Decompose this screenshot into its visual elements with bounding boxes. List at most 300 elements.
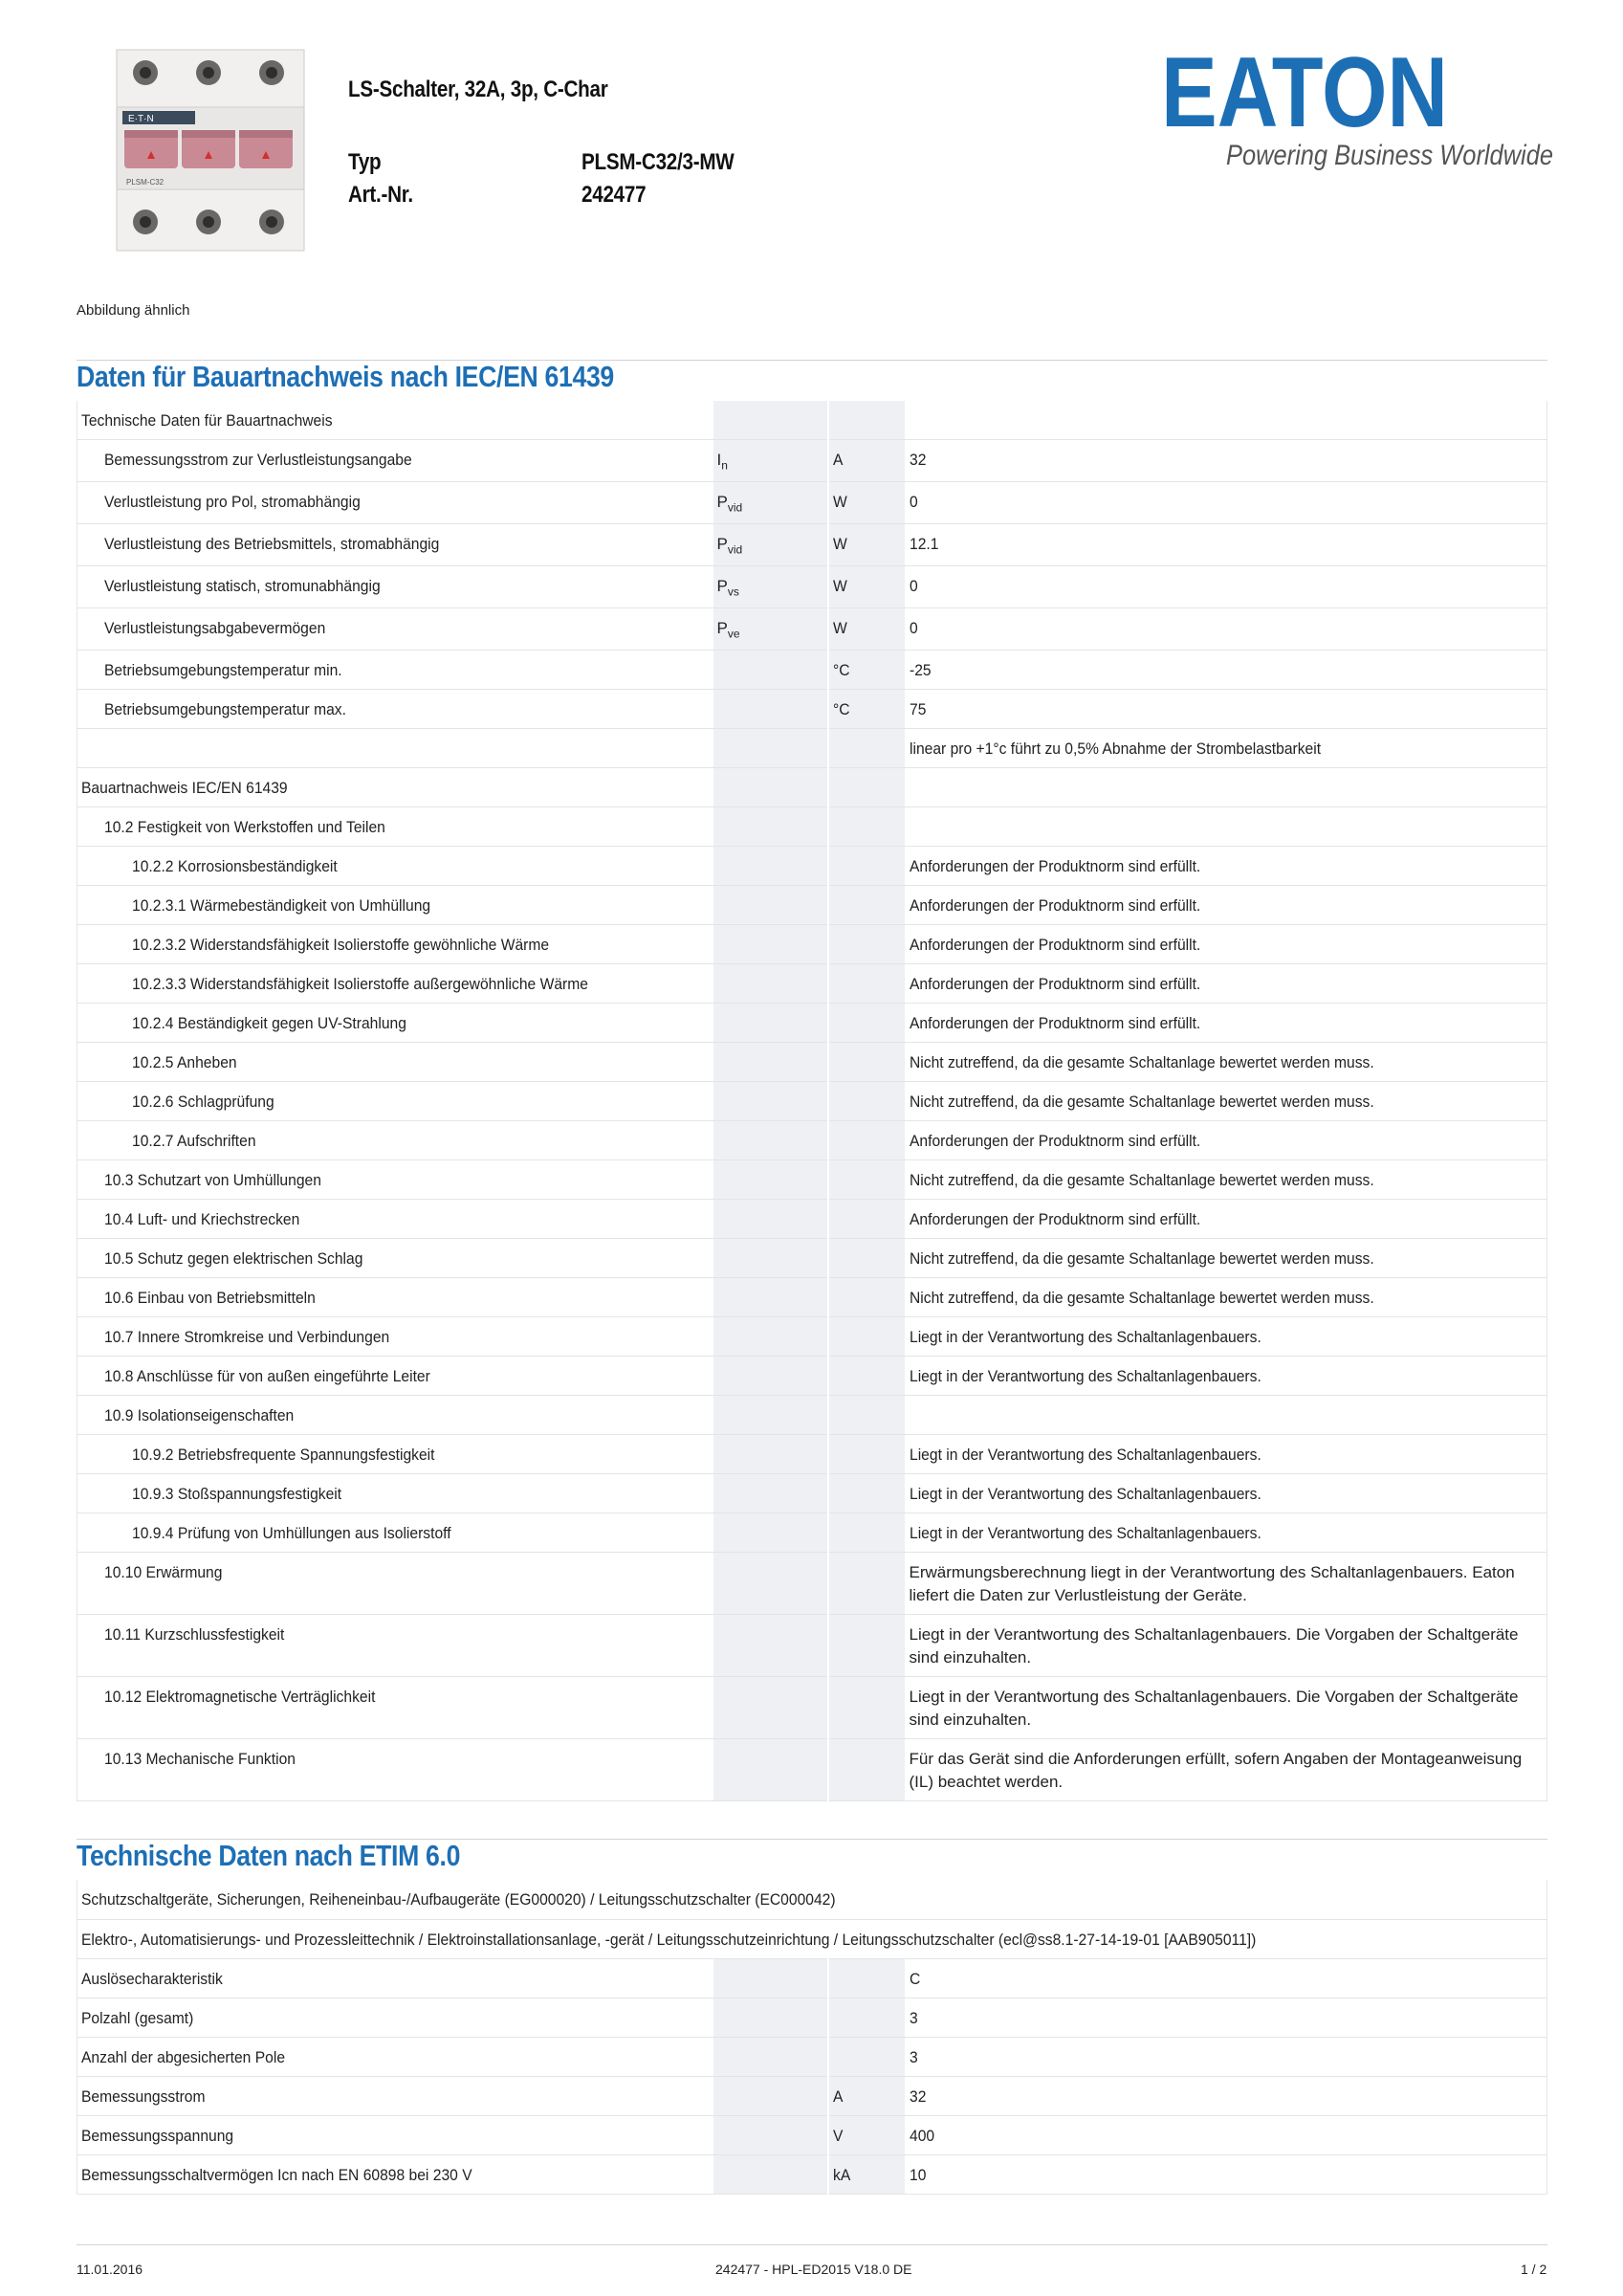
logo-wordmark: EATON (1161, 37, 1448, 148)
check-value (905, 1512, 1547, 1552)
check-row (77, 963, 1547, 1003)
etim-unit-text: kA (832, 2165, 850, 2184)
empty-cell (713, 2076, 828, 2115)
empty-cell (828, 1159, 905, 1199)
etim-label-text: Auslösecharakteristik (81, 1969, 223, 1988)
check-row (77, 846, 1547, 885)
param-row (77, 565, 1547, 607)
empty-cell (828, 1473, 905, 1512)
empty-cell (828, 1434, 905, 1473)
classification-row (77, 1880, 1547, 1919)
check-value-text: Liegt in der Verantwortung des Schaltanlagenbauers. (909, 1484, 1261, 1503)
param-row (77, 607, 1547, 650)
param-value (905, 607, 1547, 650)
table-group-row (77, 767, 1547, 806)
param-label (77, 523, 713, 565)
param-row (77, 439, 1547, 481)
param-unit (828, 565, 905, 607)
etim-row (77, 1958, 1547, 1998)
empty-cell (713, 1277, 828, 1316)
check-value (905, 806, 1547, 846)
param-symbol-text: P (716, 534, 728, 553)
check-label (77, 1356, 713, 1395)
check-label-text: 10.2 Festigkeit von Werkstoffen und Teilen (104, 817, 385, 836)
check-row (77, 1120, 1547, 1159)
etim-row (77, 2115, 1547, 2154)
empty-cell (828, 846, 905, 885)
empty-cell (828, 885, 905, 924)
check-label (77, 1277, 713, 1316)
param-unit (828, 523, 905, 565)
check-label-text: 10.2.4 Beständigkeit gegen UV-Strahlung (132, 1013, 406, 1032)
typ-value: PLSM-C32/3-MW (581, 149, 735, 175)
param-unit-text: W (832, 576, 847, 595)
check-row (77, 1277, 1547, 1316)
check-row (77, 1434, 1547, 1473)
etim-label-text: Polzahl (gesamt) (81, 2008, 194, 2027)
check-row (77, 1159, 1547, 1199)
check-value-text: Liegt in der Verantwortung des Schaltanlagenbauers. (909, 1327, 1261, 1346)
empty-cell (713, 1081, 828, 1120)
product-title: LS-Schalter, 32A, 3p, C-Char (348, 77, 608, 102)
empty-cell (828, 1081, 905, 1120)
check-value (905, 1614, 1547, 1676)
etim-label (77, 2115, 713, 2154)
classification-text (77, 1880, 1547, 1919)
etim-value-text: C (909, 1969, 920, 1988)
check-value-text: Nicht zutreffend, da die gesamte Schaltanlage bewertet werden muss. (909, 1248, 1374, 1268)
etim-label-text: Anzahl der abgesicherten Pole (81, 2047, 286, 2066)
empty-cell (828, 1395, 905, 1434)
empty-cell (713, 1003, 828, 1042)
param-symbol-text: P (716, 576, 728, 595)
check-value (905, 885, 1547, 924)
empty-cell (713, 1614, 828, 1676)
note-row (77, 728, 1547, 767)
empty-cell (713, 1552, 828, 1614)
param-value-text: 0 (909, 576, 918, 595)
check-label-text: 10.2.6 Schlagprüfung (132, 1092, 274, 1111)
temp-note (905, 728, 1547, 767)
check-value-text: Anforderungen der Produktnorm sind erfüllt. (909, 1013, 1200, 1032)
check-value (905, 1434, 1547, 1473)
param-label-text: Verlustleistungsabgabevermögen (104, 618, 326, 637)
param-label-text: Verlustleistung pro Pol, stromabhängig (104, 492, 361, 511)
check-value (905, 1081, 1547, 1120)
empty-cell (713, 1512, 828, 1552)
etim-value (905, 1958, 1547, 1998)
check-value (905, 1042, 1547, 1081)
check-label (77, 924, 713, 963)
param-value-text: 0 (909, 492, 918, 511)
footer-doc-id: 242477 - HPL-ED2015 V18.0 DE (715, 2262, 912, 2277)
etim-unit (828, 2076, 905, 2115)
check-label (77, 1676, 713, 1738)
param-symbol-text: I (716, 450, 722, 469)
group-label (77, 767, 713, 806)
empty-cell (828, 1738, 905, 1800)
param-label (77, 607, 713, 650)
param-label (77, 439, 713, 481)
param-symbol-subscript: vs (727, 584, 739, 598)
check-label (77, 1512, 713, 1552)
empty-cell (713, 963, 828, 1003)
empty-cell (828, 1356, 905, 1395)
check-label (77, 1159, 713, 1199)
check-value-text: Für das Gerät sind die Anforderungen erfüllt, sofern Angaben der Montageanweisung (IL) beachtet werden. (909, 1749, 1523, 1791)
check-row (77, 885, 1547, 924)
empty-cell (828, 1199, 905, 1238)
check-label (77, 885, 713, 924)
param-label (77, 689, 713, 728)
param-row (77, 689, 1547, 728)
check-row (77, 1614, 1547, 1676)
check-label-text: 10.9.4 Prüfung von Umhüllungen aus Isolierstoff (132, 1523, 451, 1542)
etim-label (77, 2154, 713, 2194)
etim-value (905, 2115, 1547, 2154)
param-unit-text: W (832, 492, 847, 511)
check-label (77, 1434, 713, 1473)
empty-cell (828, 1512, 905, 1552)
typ-label: Typ (348, 149, 382, 175)
empty-cell (713, 1238, 828, 1277)
param-value (905, 481, 1547, 523)
check-value (905, 1199, 1547, 1238)
check-row (77, 806, 1547, 846)
check-value-text: Liegt in der Verantwortung des Schaltanlagenbauers. Die Vorgaben der Schaltgeräte sind einzuhalten. (909, 1687, 1519, 1729)
check-label (77, 1738, 713, 1800)
param-label-text: Bemessungsstrom zur Verlustleistungsangabe (104, 450, 412, 469)
check-value-text: Anforderungen der Produktnorm sind erfüllt. (909, 935, 1200, 954)
check-label-text: 10.2.3.2 Widerstandsfähigkeit Isolierstoffe gewöhnliche Wärme (132, 935, 550, 954)
empty-cell (713, 806, 828, 846)
param-unit (828, 650, 905, 689)
check-label (77, 1199, 713, 1238)
param-symbol (713, 439, 828, 481)
check-value-text: Anforderungen der Produktnorm sind erfüllt. (909, 856, 1200, 875)
etim-unit (828, 1958, 905, 1998)
device-model-label: PLSM-C32 (126, 178, 164, 187)
etim-unit (828, 1998, 905, 2037)
section-title-bauartnachweis: Daten für Bauartnachweis nach IEC/EN 61439 (77, 360, 614, 393)
param-symbol (713, 607, 828, 650)
param-symbol-subscript: ve (727, 626, 740, 640)
empty-cell (713, 1042, 828, 1081)
check-value (905, 1120, 1547, 1159)
param-row (77, 481, 1547, 523)
etim-value-text: 3 (909, 2047, 918, 2066)
check-label (77, 1316, 713, 1356)
group-label-text: Bauartnachweis IEC/EN 61439 (81, 778, 288, 797)
artnr-label: Art.-Nr. (348, 182, 413, 208)
check-label (77, 1238, 713, 1277)
empty-cell (713, 1998, 828, 2037)
empty-cell (713, 767, 828, 806)
section-title-etim: Technische Daten nach ETIM 6.0 (77, 1839, 461, 1872)
check-label (77, 806, 713, 846)
check-value (905, 1356, 1547, 1395)
param-unit (828, 481, 905, 523)
classification-row (77, 1919, 1547, 1958)
empty-cell (713, 1434, 828, 1473)
param-value-text: 12.1 (909, 534, 938, 553)
etim-label (77, 1998, 713, 2037)
check-value-text: Erwärmungsberechnung liegt in der Verantwortung des Schaltanlagenbauers. Eaton liefert die Daten zur Verlustleistung der Geräte. (909, 1562, 1515, 1604)
etim-unit-text: A (832, 2086, 843, 2106)
check-value (905, 963, 1547, 1003)
empty-cell (828, 728, 905, 767)
param-symbol (713, 565, 828, 607)
check-label-text: 10.9.2 Betriebsfrequente Spannungsfestigkeit (132, 1445, 435, 1464)
param-label-text: Betriebsumgebungstemperatur max. (104, 699, 346, 718)
etim-label-text: Bemessungsschaltvermögen Icn nach EN 60898 bei 230 V (81, 2165, 472, 2184)
param-row (77, 523, 1547, 565)
check-row (77, 924, 1547, 963)
param-value (905, 523, 1547, 565)
empty-cell (713, 401, 828, 439)
empty-cell (828, 963, 905, 1003)
etim-unit (828, 2115, 905, 2154)
param-value (905, 565, 1547, 607)
check-value (905, 1395, 1547, 1434)
check-value (905, 1552, 1547, 1614)
param-label-text: Verlustleistung des Betriebsmittels, stromabhängig (104, 534, 440, 553)
empty-cell (828, 1614, 905, 1676)
empty-cell (828, 1120, 905, 1159)
empty-cell (828, 1316, 905, 1356)
etim-unit (828, 2154, 905, 2194)
check-value-text: Liegt in der Verantwortung des Schaltanlagenbauers. (909, 1366, 1261, 1385)
empty-cell (713, 1199, 828, 1238)
empty-cell (828, 1277, 905, 1316)
check-label-text: 10.11 Kurzschlussfestigkeit (104, 1624, 285, 1644)
empty-cell (713, 1676, 828, 1738)
check-value (905, 1277, 1547, 1316)
empty-cell (828, 767, 905, 806)
empty-cell (905, 767, 1547, 806)
empty-cell (713, 1395, 828, 1434)
check-label (77, 1120, 713, 1159)
empty-cell (77, 728, 713, 767)
check-value (905, 924, 1547, 963)
check-value (905, 1238, 1547, 1277)
check-label (77, 846, 713, 885)
check-label-text: 10.3 Schutzart von Umhüllungen (104, 1170, 321, 1189)
param-unit (828, 607, 905, 650)
param-value (905, 439, 1547, 481)
check-label-text: 10.10 Erwärmung (104, 1562, 223, 1581)
etim-label (77, 1958, 713, 1998)
check-label-text: 10.4 Luft- und Kriechstrecken (104, 1209, 300, 1228)
param-unit-text: A (832, 450, 843, 469)
empty-cell (713, 728, 828, 767)
param-label (77, 650, 713, 689)
footer-rule (77, 2244, 1547, 2245)
check-label-text: 10.9.3 Stoßspannungsfestigkeit (132, 1484, 342, 1503)
check-label-text: 10.13 Mechanische Funktion (104, 1749, 296, 1768)
check-row (77, 1395, 1547, 1434)
check-label (77, 1552, 713, 1614)
param-label-text: Betriebsumgebungstemperatur min. (104, 660, 342, 679)
etim-row (77, 2076, 1547, 2115)
param-value-text: 0 (909, 618, 918, 637)
empty-cell (713, 2115, 828, 2154)
check-label (77, 1395, 713, 1434)
check-label-text: 10.2.3.3 Widerstandsfähigkeit Isolierstoffe außergewöhnliche Wärme (132, 974, 588, 993)
check-label-text: 10.2.2 Korrosionsbeständigkeit (132, 856, 338, 875)
etim-value (905, 1998, 1547, 2037)
etim-value (905, 2076, 1547, 2115)
empty-cell (905, 401, 1547, 439)
param-row (77, 650, 1547, 689)
empty-cell (828, 1238, 905, 1277)
param-symbol-subscript: vid (727, 499, 743, 514)
check-label-text: 10.12 Elektromagnetische Verträglichkeit (104, 1687, 376, 1706)
check-value-text: Liegt in der Verantwortung des Schaltanlagenbauers. (909, 1445, 1261, 1464)
image-caption: Abbildung ähnlich (77, 302, 190, 319)
empty-cell (828, 1552, 905, 1614)
check-label-text: 10.6 Einbau von Betriebsmitteln (104, 1288, 316, 1307)
empty-cell (713, 846, 828, 885)
empty-cell (713, 1473, 828, 1512)
artnr-value: 242477 (581, 182, 647, 208)
param-unit-text: °C (832, 699, 850, 718)
param-label-text: Verlustleistung statisch, stromunabhängig (104, 576, 381, 595)
check-label-text: 10.9 Isolationseigenschaften (104, 1405, 295, 1424)
etim-value-text: 400 (909, 2126, 934, 2145)
group-label-text: Technische Daten für Bauartnachweis (81, 411, 333, 430)
footer-date: 11.01.2016 (77, 2262, 143, 2277)
param-symbol (713, 689, 828, 728)
etim-value-text: 10 (909, 2165, 926, 2184)
logo-tagline: Powering Business Worldwide (1226, 140, 1553, 171)
check-value (905, 846, 1547, 885)
check-row (77, 1473, 1547, 1512)
check-row (77, 1676, 1547, 1738)
empty-cell (713, 1958, 828, 1998)
bauartnachweis-table (77, 401, 1547, 1801)
etim-row (77, 2037, 1547, 2076)
check-row (77, 1042, 1547, 1081)
param-label (77, 481, 713, 523)
param-value-text: 32 (909, 450, 926, 469)
empty-cell (713, 1159, 828, 1199)
param-value-text: 75 (909, 699, 926, 718)
etim-unit-text: V (832, 2126, 843, 2145)
param-symbol (713, 523, 828, 565)
check-value-text: Nicht zutreffend, da die gesamte Schaltanlage bewertet werden muss. (909, 1052, 1374, 1071)
classification-text-text: Schutzschaltgeräte, Sicherungen, Reiheneinbau-/Aufbaugeräte (EG000020) / Leitungsschutzschalter (EC000042) (81, 1890, 836, 1909)
check-label-text: 10.2.7 Aufschriften (132, 1131, 256, 1150)
check-label (77, 1473, 713, 1512)
check-value (905, 1473, 1547, 1512)
check-value-text: Liegt in der Verantwortung des Schaltanlagenbauers. (909, 1523, 1261, 1542)
param-unit-text: W (832, 618, 847, 637)
param-symbol-subscript: n (721, 457, 728, 472)
check-label-text: 10.7 Innere Stromkreise und Verbindungen (104, 1327, 390, 1346)
empty-cell (828, 806, 905, 846)
table-group-row (77, 401, 1547, 439)
check-value-text: Nicht zutreffend, da die gesamte Schaltanlage bewertet werden muss. (909, 1092, 1374, 1111)
param-value-text: -25 (909, 660, 932, 679)
etim-value-text: 3 (909, 2008, 918, 2027)
check-label-text: 10.2.5 Anheben (132, 1052, 237, 1071)
check-value-text: Anforderungen der Produktnorm sind erfüllt. (909, 1209, 1200, 1228)
classification-text (77, 1919, 1547, 1958)
check-row (77, 1552, 1547, 1614)
check-row (77, 1081, 1547, 1120)
check-row (77, 1512, 1547, 1552)
empty-cell (713, 885, 828, 924)
check-value (905, 1316, 1547, 1356)
param-symbol-text: P (716, 492, 728, 511)
check-label (77, 1003, 713, 1042)
check-row (77, 1238, 1547, 1277)
check-value-text: Nicht zutreffend, da die gesamte Schaltanlage bewertet werden muss. (909, 1170, 1374, 1189)
check-label (77, 1081, 713, 1120)
empty-cell (828, 924, 905, 963)
check-value-text: Anforderungen der Produktnorm sind erfüllt. (909, 1131, 1200, 1150)
check-row (77, 1199, 1547, 1238)
check-label (77, 963, 713, 1003)
etim-value (905, 2037, 1547, 2076)
param-symbol (713, 481, 828, 523)
check-value (905, 1159, 1547, 1199)
check-value-text: Liegt in der Verantwortung des Schaltanlagenbauers. Die Vorgaben der Schaltgeräte sind einzuhalten. (909, 1624, 1519, 1667)
etim-value (905, 2154, 1547, 2194)
footer-page-number: 1 / 2 (1521, 2262, 1547, 2277)
empty-cell (713, 1120, 828, 1159)
param-unit (828, 439, 905, 481)
product-image (113, 36, 310, 258)
param-symbol-subscript: vid (727, 541, 743, 556)
empty-cell (713, 1356, 828, 1395)
check-row (77, 1316, 1547, 1356)
etim-label-text: Bemessungsspannung (81, 2126, 234, 2145)
check-label-text: 10.2.3.1 Wärmebeständigkeit von Umhüllung (132, 895, 431, 915)
empty-cell (828, 401, 905, 439)
check-row (77, 1356, 1547, 1395)
empty-cell (713, 2154, 828, 2194)
check-value-text: Nicht zutreffend, da die gesamte Schaltanlage bewertet werden muss. (909, 1288, 1374, 1307)
check-value (905, 1676, 1547, 1738)
etim-row (77, 2154, 1547, 2194)
empty-cell (828, 1042, 905, 1081)
check-value (905, 1003, 1547, 1042)
etim-value-text: 32 (909, 2086, 926, 2106)
check-value-text: Anforderungen der Produktnorm sind erfüllt. (909, 974, 1200, 993)
empty-cell (713, 1738, 828, 1800)
check-label-text: 10.8 Anschlüsse für von außen eingeführte Leiter (104, 1366, 430, 1385)
param-value (905, 650, 1547, 689)
empty-cell (713, 1316, 828, 1356)
param-value (905, 689, 1547, 728)
group-label (77, 401, 713, 439)
check-label-text: 10.5 Schutz gegen elektrischen Schlag (104, 1248, 363, 1268)
empty-cell (713, 924, 828, 963)
etim-unit (828, 2037, 905, 2076)
check-value-text: Anforderungen der Produktnorm sind erfüllt. (909, 895, 1200, 915)
check-row (77, 1003, 1547, 1042)
check-value (905, 1738, 1547, 1800)
param-symbol (713, 650, 828, 689)
empty-cell (828, 1676, 905, 1738)
empty-cell (713, 2037, 828, 2076)
eaton-logo (1157, 37, 1559, 176)
check-label (77, 1042, 713, 1081)
param-unit-text: °C (832, 660, 850, 679)
check-row (77, 1738, 1547, 1800)
